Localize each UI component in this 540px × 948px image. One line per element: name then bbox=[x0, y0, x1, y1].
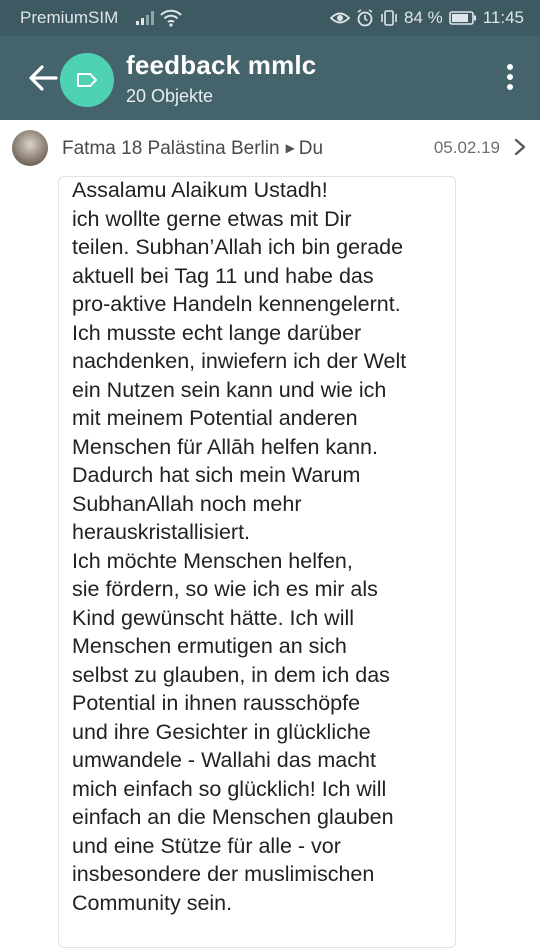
battery-icon bbox=[449, 11, 477, 25]
message-line: Ich möchte Menschen helfen, bbox=[72, 548, 353, 573]
group-avatar[interactable] bbox=[60, 53, 114, 107]
message-header[interactable] bbox=[0, 120, 540, 178]
message-body bbox=[72, 176, 452, 917]
alarm-icon bbox=[356, 9, 374, 27]
message-line: aktuell bei Tag 11 und habe das bbox=[72, 263, 374, 288]
message-line: und ihre Gesichter in glückliche bbox=[72, 719, 371, 744]
message-date: 05.02.19 bbox=[433, 138, 500, 157]
message-line: Menschen für Allāh helfen kann. bbox=[72, 434, 378, 459]
message-line: SubhanAllah noch mehr bbox=[72, 491, 302, 516]
message-line: Ich musste echt lange darüber bbox=[72, 320, 362, 345]
more-options-icon[interactable] bbox=[506, 64, 514, 94]
signal-strength-icon bbox=[136, 11, 154, 25]
message-line: pro-aktive Handeln kennengelernt. bbox=[72, 292, 401, 316]
message-line: Kind gewünscht hätte. Ich will bbox=[72, 605, 355, 630]
page-title: feedback mmlc bbox=[126, 50, 317, 80]
message-line: ich wollte gerne etwas mit Dir bbox=[72, 206, 352, 231]
message-line: Assalamu Alaikum Ustadh! bbox=[72, 178, 328, 202]
message-line: und eine Stütze für alle - vor bbox=[72, 833, 341, 858]
message-line: sie fördern, so wie ich es mir als bbox=[72, 577, 378, 601]
forward-arrow-icon: ▶ bbox=[285, 141, 295, 155]
label-tag-icon bbox=[76, 72, 98, 88]
carrier-name: PremiumSIM bbox=[20, 8, 119, 27]
eye-icon bbox=[330, 11, 350, 25]
back-arrow-icon[interactable] bbox=[28, 64, 58, 92]
recipient-name: Du bbox=[298, 138, 324, 159]
sender-avatar bbox=[12, 130, 48, 166]
message-line: Community sein. bbox=[72, 890, 233, 915]
wifi-icon bbox=[160, 9, 182, 27]
vibrate-icon bbox=[380, 9, 398, 27]
message-line: mit meinem Potential anderen bbox=[72, 406, 358, 430]
item-count: 20 Objekte bbox=[126, 86, 214, 106]
message-line: mich einfach so glücklich! Ich will bbox=[72, 776, 387, 801]
message-line: Dadurch hat sich mein Warum bbox=[72, 463, 361, 487]
message-line: insbesondere der muslimischen bbox=[72, 862, 375, 886]
message-line: umwandele - Wallahi das macht bbox=[72, 748, 376, 772]
app-bar bbox=[0, 36, 540, 120]
message-line: selbst zu glauben, in dem ich das bbox=[72, 662, 390, 687]
message-line: Menschen ermutigen an sich bbox=[72, 634, 347, 658]
message-line: einfach an die Menschen glauben bbox=[72, 805, 394, 829]
message-line: Potential in ihnen rausschöpfe bbox=[72, 691, 361, 715]
message-line: nachdenken, inwiefern ich der Welt bbox=[72, 349, 407, 373]
message-line: teilen. Subhan’Allah ich bin gerade bbox=[72, 235, 404, 259]
message-line: herauskristallisiert. bbox=[72, 520, 251, 544]
status-bar bbox=[0, 0, 540, 36]
sender-name: Fatma 18 Palästina Berlin bbox=[62, 138, 280, 159]
clock-time: 11:45 bbox=[482, 8, 524, 27]
message-line: ein Nutzen sein kann und wie ich bbox=[72, 377, 387, 402]
battery-percent: 84 % bbox=[403, 8, 443, 27]
sender-line bbox=[62, 138, 323, 160]
chevron-right-icon[interactable] bbox=[514, 138, 526, 156]
